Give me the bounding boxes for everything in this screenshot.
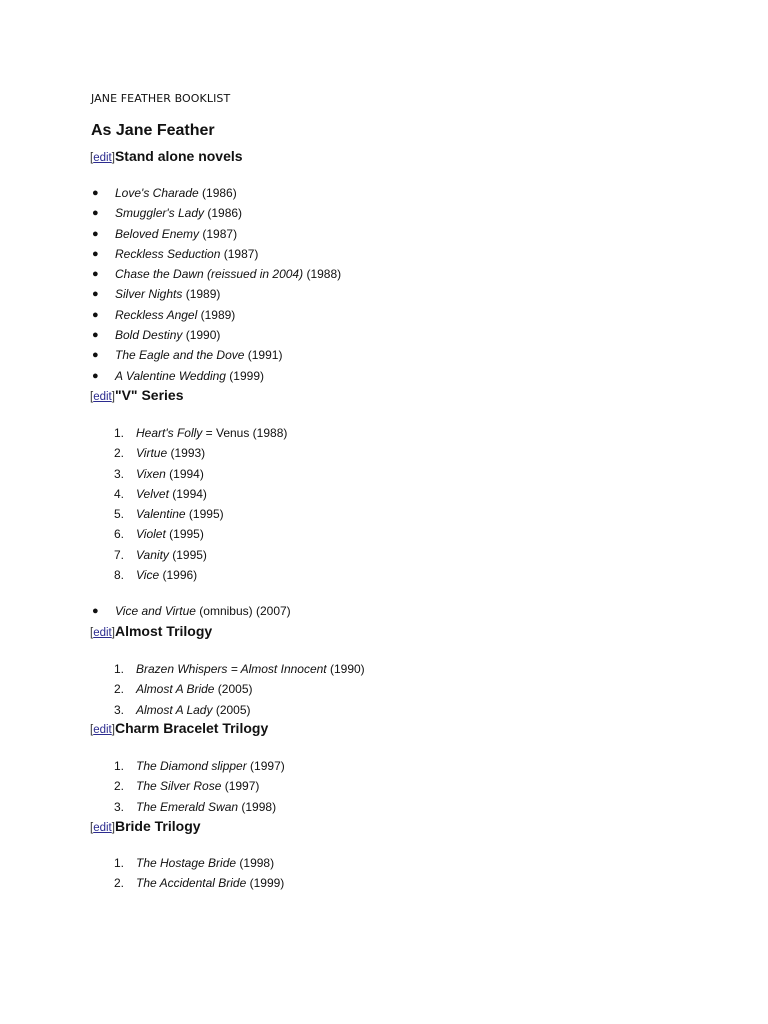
list-item: [114, 799, 285, 820]
book-title: Heart's Folly: [136, 426, 203, 440]
edit-link-wrapper: [edit]: [90, 391, 115, 403]
list-item: [114, 466, 287, 487]
bullet-icon: ●: [92, 187, 99, 199]
list-item: [114, 682, 365, 702]
book-year: (1995): [168, 547, 207, 562]
book-year: (1999): [246, 876, 285, 891]
list-item: [92, 206, 341, 226]
book-title: Silver Nights: [115, 287, 183, 302]
edit-link[interactable]: edit: [93, 822, 112, 834]
section-title: Almost Trilogy: [114, 623, 213, 639]
book-title: Violet: [136, 527, 166, 542]
book-year: (1997): [221, 779, 260, 794]
bullet-icon: ●: [92, 349, 99, 362]
book-year: (1988): [303, 267, 342, 282]
book-title: The Hostage Bride: [136, 856, 237, 870]
book-title: The Diamond slipper: [136, 759, 247, 773]
book-year: = Venus (1988): [202, 426, 288, 440]
book-year: (1999): [225, 368, 264, 383]
book-year: (1995): [165, 527, 204, 542]
item-number: 1.: [114, 426, 125, 440]
book-title: Vanity: [136, 547, 169, 562]
section-heading-almost-trilogy: [90, 623, 212, 639]
book-title: Velvet: [136, 486, 169, 501]
list-item: [92, 604, 291, 624]
bullet-icon: ●: [92, 605, 99, 617]
v-series-list: [114, 426, 288, 588]
book-title: Smuggler's Lady: [115, 206, 205, 221]
book-title: Almost A Bride: [136, 682, 215, 697]
item-number: 3.: [114, 799, 125, 814]
section-heading-bride-trilogy: [90, 818, 201, 834]
bride-trilogy-list: [114, 856, 285, 897]
book-title: Chase the Dawn (reissued in 2004): [115, 267, 304, 282]
book-title: Vice: [136, 568, 160, 583]
book-year: (1990): [326, 662, 365, 676]
section-title: "V" Series: [114, 387, 184, 403]
list-item: [92, 348, 341, 368]
list-item: [92, 328, 341, 348]
item-number: 1.: [114, 662, 125, 676]
section-title: Stand alone novels: [114, 148, 243, 164]
book-title: Beloved Enemy: [115, 226, 200, 241]
almost-trilogy-list: [114, 662, 365, 723]
list-item: [92, 307, 341, 328]
edit-link[interactable]: edit: [93, 152, 112, 164]
list-item: [92, 186, 341, 206]
bullet-icon: ●: [92, 247, 99, 260]
list-item: [92, 287, 341, 307]
list-item: [114, 779, 285, 799]
document-title: JANE FEATHER BOOKLIST: [91, 92, 231, 105]
book-year: (1994): [165, 466, 204, 481]
edit-link-wrapper: [edit]: [90, 822, 115, 834]
bullet-icon: ●: [92, 288, 99, 301]
list-item: [114, 507, 287, 527]
stand-alone-list: [92, 186, 342, 389]
book-year: (2005): [212, 702, 251, 717]
section-title: Bride Trilogy: [114, 818, 201, 834]
item-number: 4.: [114, 486, 125, 501]
list-item: [114, 662, 365, 682]
item-number: 7.: [114, 547, 125, 562]
book-year: (1987): [199, 226, 238, 241]
edit-link[interactable]: edit: [93, 627, 112, 639]
omnibus-list: [92, 604, 291, 624]
bullet-icon: ●: [92, 308, 99, 321]
book-year: (1986): [198, 186, 237, 200]
list-item: [114, 856, 284, 876]
book-year: (1990): [182, 328, 221, 343]
item-number: 1.: [114, 759, 125, 773]
item-number: 2.: [114, 446, 125, 461]
item-number: 1.: [114, 856, 125, 870]
book-title: The Eagle and the Dove: [115, 348, 245, 363]
edit-link[interactable]: edit: [93, 724, 112, 736]
list-item: [114, 568, 287, 588]
bullet-icon: ●: [92, 369, 99, 382]
bullet-icon: ●: [92, 329, 99, 342]
list-item: [114, 486, 287, 507]
book-title: Vixen: [136, 466, 166, 481]
book-year: (1989): [197, 307, 236, 322]
book-title: Brazen Whispers = Almost Innocent: [136, 662, 327, 676]
item-number: 2.: [114, 682, 125, 697]
list-item: [114, 876, 285, 896]
list-item: [114, 426, 288, 446]
list-item: [114, 446, 287, 466]
book-title: Reckless Angel: [115, 307, 198, 322]
book-year: (1986): [204, 206, 243, 221]
book-year: (1987): [220, 246, 259, 261]
item-number: 8.: [114, 568, 125, 583]
bullet-icon: ●: [92, 207, 99, 220]
edit-link-wrapper: [edit]: [90, 724, 115, 736]
book-title: The Silver Rose: [136, 779, 222, 794]
list-item: [92, 267, 342, 287]
book-year: (1991): [244, 348, 283, 363]
book-title: Bold Destiny: [115, 328, 183, 343]
list-item: [114, 759, 285, 779]
edit-link[interactable]: edit: [93, 391, 112, 403]
charm-bracelet-list: [114, 759, 285, 820]
book-title: Valentine: [136, 507, 186, 522]
book-year: (1989): [182, 287, 221, 302]
item-number: 3.: [114, 702, 125, 717]
book-year: (1993): [167, 446, 206, 461]
book-title: The Accidental Bride: [136, 876, 247, 891]
item-number: 5.: [114, 507, 125, 522]
book-year: (1996): [159, 568, 198, 583]
list-item: [92, 246, 341, 267]
list-item: [114, 547, 287, 568]
item-number: 2.: [114, 876, 125, 891]
book-year: (1997): [246, 759, 285, 773]
main-heading: As Jane Feather: [91, 122, 215, 139]
book-year: (1998): [236, 856, 275, 870]
edit-link-wrapper: [edit]: [90, 627, 115, 639]
list-item: [92, 226, 341, 247]
bullet-icon: ●: [92, 227, 99, 240]
item-number: 2.: [114, 779, 125, 794]
section-heading-charm-bracelet: [90, 720, 268, 736]
book-year: (2005): [214, 682, 253, 697]
bullet-icon: ●: [92, 268, 99, 281]
section-heading-stand-alone: [90, 148, 243, 164]
book-title: A Valentine Wedding: [115, 368, 226, 383]
book-year: (1994): [168, 486, 207, 501]
book-title: Love's Charade: [115, 186, 199, 200]
book-title: Almost A Lady: [136, 702, 213, 717]
book-title: Virtue: [136, 446, 168, 461]
item-number: 3.: [114, 466, 125, 481]
list-item: [114, 527, 287, 547]
edit-link-wrapper: [edit]: [90, 152, 115, 164]
book-title: The Emerald Swan: [136, 799, 239, 814]
book-year: (1998): [238, 799, 277, 814]
book-title: Reckless Seduction: [115, 246, 221, 261]
book-title: Vice and Virtue: [115, 604, 196, 618]
section-title: Charm Bracelet Trilogy: [114, 720, 269, 736]
list-item: [92, 368, 341, 389]
book-year: (1995): [185, 507, 224, 522]
book-year: (omnibus) (2007): [195, 604, 291, 618]
item-number: 6.: [114, 527, 125, 542]
section-heading-v-series: [90, 387, 184, 403]
